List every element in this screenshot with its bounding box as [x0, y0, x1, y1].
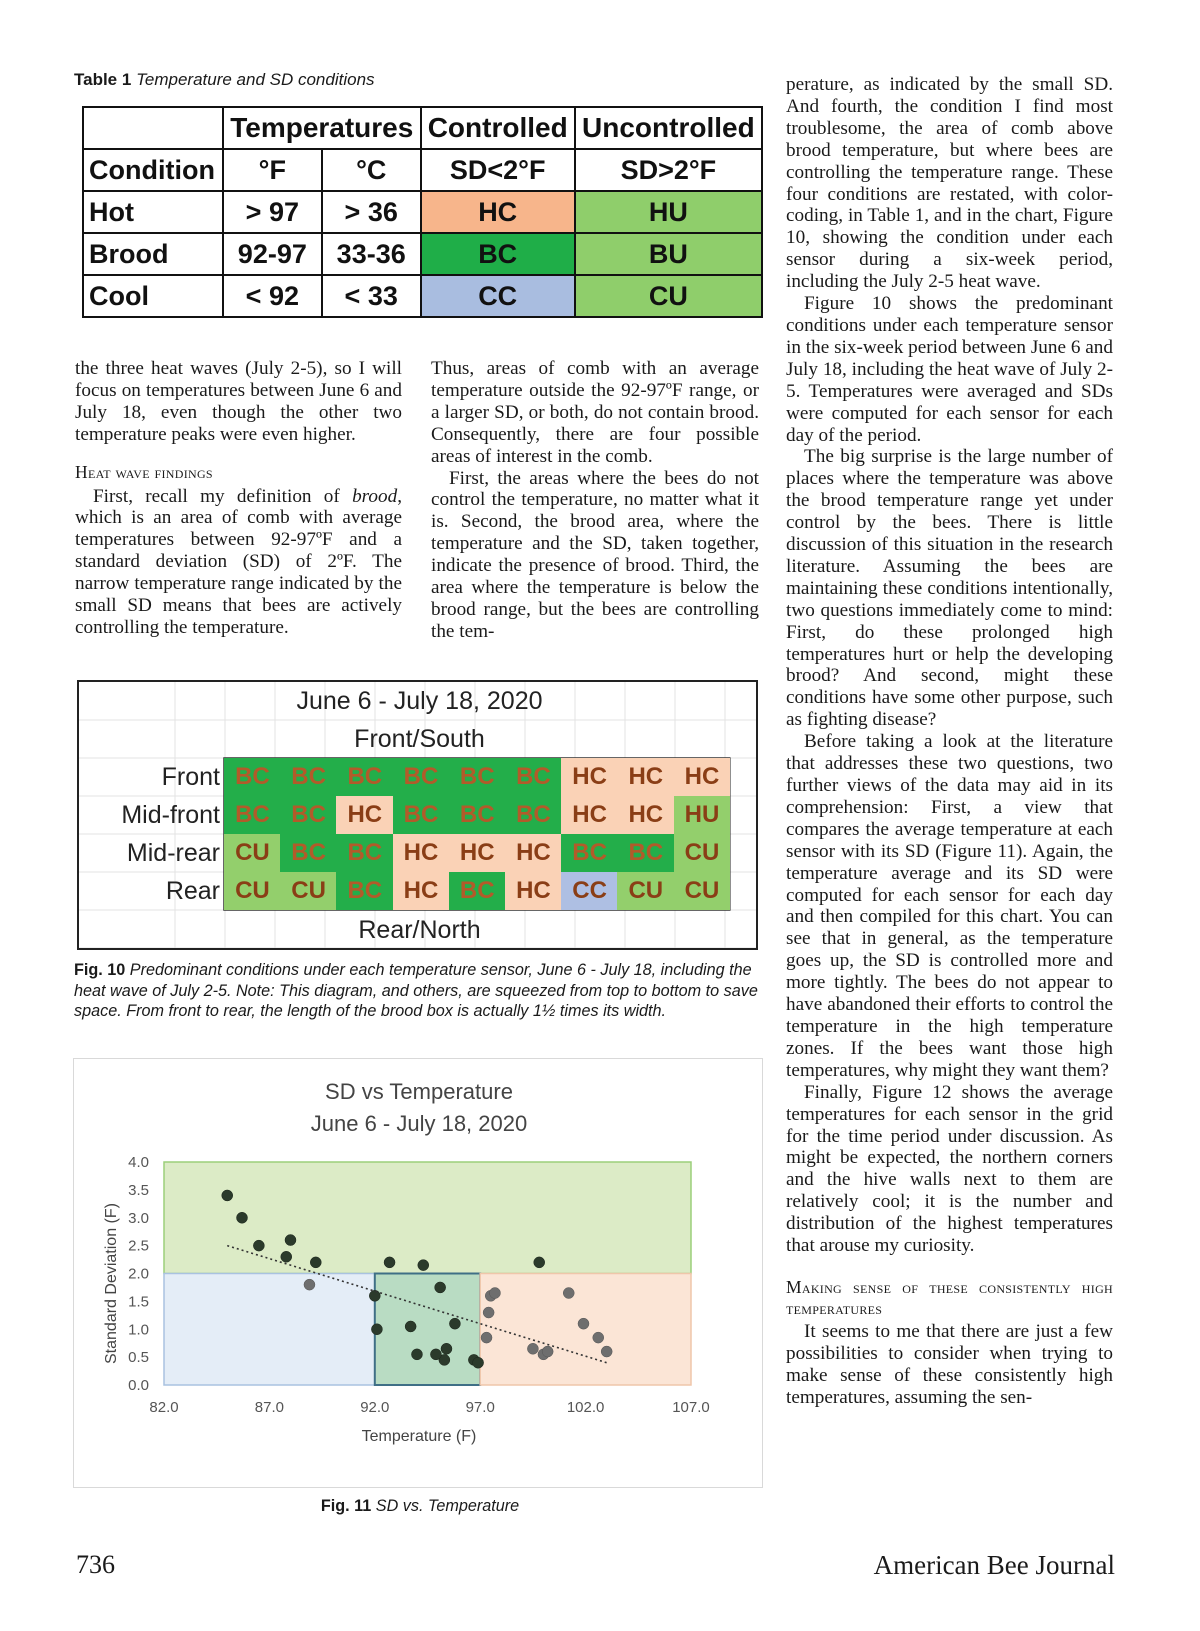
y-tick-label: 1.0 — [128, 1321, 149, 1339]
paragraph: Thus, areas of comb with an average temperature outside the 92-97ºF range, or a larger SD, or both, do not contain brood. Consequently, there are four possible areas of interest in the comb. — [431, 358, 759, 467]
data-point — [601, 1346, 612, 1357]
table-cell-code: CC — [421, 275, 575, 317]
y-tick-label: 3.0 — [128, 1209, 149, 1227]
paragraph: First, the areas where the bees do not control the temperature, no matter what it is. Second, the brood area, where the temperature and the SD, taken together, indicate the presence of brood. Third, the area where the temperature is below the brood range, but the bees are controlling the tem- — [431, 467, 759, 642]
journal-name: American Bee Journal — [873, 1550, 1115, 1580]
x-tick-label: 102.0 — [566, 1399, 605, 1416]
data-point — [481, 1332, 492, 1343]
paragraph: It seems to me that there are just a few possibilities to consider when trying to make sense of these consistently high temperatures, assuming the sen- — [786, 1320, 1113, 1408]
data-point — [405, 1321, 416, 1332]
data-point — [371, 1324, 382, 1335]
sensor-cell: BC — [280, 834, 337, 872]
table-row — [83, 275, 762, 317]
sensor-cell: HU — [674, 796, 731, 834]
sensor-cell: BC — [561, 834, 618, 872]
chart-subtitle: June 6 - July 18, 2020 — [310, 1111, 528, 1136]
sensor-cell: HC — [617, 758, 674, 796]
table-header-row-1 — [83, 107, 762, 149]
data-point — [563, 1288, 574, 1299]
data-point — [304, 1279, 315, 1290]
text-column-2 — [431, 358, 759, 643]
x-tick-label: 107.0 — [672, 1399, 710, 1416]
sensor-cell: BC — [449, 796, 506, 834]
data-point — [542, 1346, 553, 1357]
sensor-cell: HC — [561, 796, 618, 834]
table-row — [83, 191, 762, 233]
sensor-cell: CU — [674, 872, 731, 910]
text-column-3 — [786, 74, 1113, 1409]
y-axis-label: Standard Deviation (F) — [103, 1203, 120, 1364]
data-point — [369, 1290, 380, 1301]
region-brood-controlled — [375, 1274, 480, 1386]
sensor-cell: BC — [336, 834, 393, 872]
grid-top-label: Front/South — [354, 724, 485, 753]
sensor-cell: CU — [280, 872, 337, 910]
data-point — [473, 1357, 484, 1368]
table-cell: > 97 — [223, 191, 322, 233]
fig10-caption — [74, 960, 762, 1022]
grid-row-label: Mid-front — [121, 800, 220, 829]
data-point — [285, 1235, 296, 1246]
section-heading: Heat wave findings — [75, 461, 213, 482]
grid-row-label: Rear — [165, 876, 220, 905]
table-cell-code: BU — [575, 233, 762, 275]
sensor-cell: BC — [617, 834, 674, 872]
fig10-caption-text: Predominant conditions under each temperature sensor, June 6 - July 18, including the heat wave of July 2-5. Note: This diagram, and others, are squeezed from top to bottom to save space. From front to rear, the length of the brood box is actually 1½ times its width. — [74, 961, 758, 1020]
chart-title: SD vs Temperature — [325, 1079, 513, 1104]
sensor-cell: BC — [393, 758, 450, 796]
table-cell-code: HC — [421, 191, 575, 233]
data-point — [527, 1343, 538, 1354]
table-cell: < 92 — [223, 275, 322, 317]
y-tick-label: 3.5 — [128, 1181, 149, 1199]
fig11-caption-text: SD vs. Temperature — [375, 1497, 520, 1515]
table-cell-code: HU — [575, 191, 762, 233]
paragraph-text: , which is an area of comb with average temperatures between 92-97ºF and a standard deviation (SD) of 2ºF. The narrow temperature range indicated by the small SD means that bees are actively controlling the temperature. — [75, 485, 402, 638]
grid-title: June 6 - July 18, 2020 — [296, 686, 543, 715]
data-point — [418, 1260, 429, 1271]
paragraph-emphasis: brood — [352, 485, 398, 507]
sensor-cell: CU — [617, 872, 674, 910]
x-tick-label: 87.0 — [254, 1399, 285, 1416]
table-header-cell: Temperatures — [223, 107, 421, 149]
table-header-cell: Controlled — [421, 107, 575, 149]
y-tick-label: 4.0 — [128, 1154, 149, 1171]
data-point — [430, 1349, 441, 1360]
sensor-cell: BC — [224, 796, 281, 834]
paragraph: Finally, Figure 12 shows the average temperatures for each sensor in the grid for the time period under discussion. As might be expected, the northern corners and the hive walls next to them are relatively cool; it is the number and distribution of the highest temperatures that arouse my curiosity. — [786, 1081, 1113, 1257]
data-point — [449, 1318, 460, 1329]
data-point — [236, 1212, 247, 1223]
sensor-condition-grid — [77, 680, 758, 950]
x-axis-label: Temperature (F) — [361, 1428, 477, 1445]
table-header-cell: Uncontrolled — [575, 107, 762, 149]
table-cell: < 33 — [322, 275, 421, 317]
page-number: 736 — [76, 1550, 115, 1579]
sensor-cell: CU — [674, 834, 731, 872]
paragraph: the three heat waves (July 2-5), so I will focus on temperatures between June 6 and July 18, even though the other two temperature peaks were even higher. — [75, 358, 402, 445]
y-tick-label: 0.0 — [128, 1377, 149, 1394]
data-point — [310, 1257, 321, 1268]
data-point — [593, 1332, 604, 1343]
data-point — [411, 1349, 422, 1360]
table1-caption-label: Table 1 — [74, 70, 132, 89]
table-header-cell: °F — [223, 149, 322, 191]
data-point — [483, 1307, 494, 1318]
table-cell: Hot — [83, 191, 223, 233]
data-point — [222, 1190, 233, 1201]
sensor-cell: BC — [449, 872, 506, 910]
data-point — [435, 1282, 446, 1293]
x-tick-label: 82.0 — [149, 1399, 179, 1416]
sensor-cell: HC — [561, 758, 618, 796]
table1-caption-text: Temperature and SD conditions — [136, 70, 375, 89]
sensor-cell: CU — [224, 834, 281, 872]
data-point — [441, 1343, 452, 1354]
table-cell: 33-36 — [322, 233, 421, 275]
data-point — [578, 1318, 589, 1329]
grid-row-label: Front — [161, 762, 220, 791]
grid-bottom-label: Rear/North — [358, 915, 481, 944]
paragraph-text: First, recall my definition of — [93, 485, 353, 507]
grid-row-label: Mid-rear — [126, 838, 220, 867]
sensor-cell: BC — [449, 758, 506, 796]
table-cell-code: CU — [575, 275, 762, 317]
x-tick-label: 97.0 — [465, 1399, 495, 1416]
sensor-cell: HC — [393, 872, 450, 910]
y-tick-label: 2.5 — [128, 1237, 149, 1255]
fig11-caption — [0, 1496, 840, 1517]
text-column-1 — [75, 358, 402, 639]
sensor-cell: BC — [505, 796, 562, 834]
y-tick-label: 1.5 — [128, 1293, 149, 1311]
sensor-cell: CU — [224, 872, 281, 910]
data-point — [534, 1257, 545, 1268]
table1-caption — [74, 70, 375, 91]
paragraph — [75, 486, 402, 639]
sensor-cell: BC — [393, 796, 450, 834]
sensor-cell: BC — [336, 758, 393, 796]
table-cell: 92-97 — [223, 233, 322, 275]
sensor-cell: BC — [224, 758, 281, 796]
sensor-cell: HC — [674, 758, 731, 796]
sensor-cell: BC — [280, 796, 337, 834]
data-point — [489, 1288, 500, 1299]
sensor-cell: HC — [393, 834, 450, 872]
y-tick-label: 0.5 — [128, 1349, 149, 1367]
scatter-chart — [74, 1059, 764, 1489]
y-tick-label: 2.0 — [128, 1265, 149, 1283]
table-cell: Cool — [83, 275, 223, 317]
sensor-cell: HC — [449, 834, 506, 872]
sensor-cell: BC — [336, 872, 393, 910]
sensor-cell: HC — [617, 796, 674, 834]
sensor-cell: CC — [561, 872, 618, 910]
region-cool-controlled — [164, 1274, 375, 1386]
paragraph: perature, as indicated by the small SD. And fourth, the condition I find most troublesome, the area of comb above brood temperature, but where bees are controlling the temperature range. These four conditions are restated, with color-coding, in Table 1, and in the chart, Figure 10, showing the condition under each sensor during a six-week period, including the July 2-5 heat wave. — [786, 74, 1113, 293]
data-point — [253, 1240, 264, 1251]
sensor-cell: BC — [280, 758, 337, 796]
table-header-cell: °C — [322, 149, 421, 191]
sensor-cell: BC — [505, 758, 562, 796]
data-point — [281, 1251, 292, 1262]
x-tick-label: 92.0 — [360, 1399, 390, 1416]
table-cell-code: BC — [421, 233, 575, 275]
paragraph: Figure 10 shows the predominant conditions under each temperature sensor in the six-week period between June 6 and July 18, including the heat wave of July 2-5. Temperatures were averaged and SDs were computed for each sensor for each day of the period. — [786, 293, 1113, 446]
conditions-table — [82, 106, 763, 318]
table-header-cell: SD>2°F — [575, 149, 762, 191]
table-header-cell: SD<2°F — [421, 149, 575, 191]
table-header-row-2 — [83, 149, 762, 191]
paragraph: The big surprise is the large number of places where the temperature was above the brood temperature range yet under control by the bees. There is little discussion of this situation in the research literature. Assuming the bees are maintaining these conditions intentionally, two questions immediately come to mind: First, do these prolonged high temperatures hurt or help the developing brood? And second, might these conditions have some other purpose, such as fighting disease? — [786, 446, 1113, 731]
region-hot-controlled — [480, 1274, 691, 1386]
scatter-chart-frame — [73, 1058, 763, 1488]
fig10-caption-label: Fig. 10 — [74, 961, 126, 979]
table-header-cell — [83, 107, 223, 149]
table-header-cell: Condition — [83, 149, 223, 191]
data-point — [384, 1257, 395, 1268]
sensor-cell: HC — [505, 834, 562, 872]
table-cell: Brood — [83, 233, 223, 275]
sensor-cell: HC — [336, 796, 393, 834]
section-heading: Making sense of these consistently high temperatures — [786, 1276, 1113, 1318]
paragraph: Before taking a look at the literature that addresses these two questions, two further views of the data may aid in its comprehension: First, a view that compares the average temperature at each sensor with its SD (Figure 11). Again, the temperature average and its SD were computed for each sensor for each day and then compiled for this chart. You can see that in general, as the temperature goes up, the SD is controlled more and more tightly. The bees do not appear to have abandoned their efforts to control the temperature in the high temperature zones. If the bees want those high temperatures, why might they want them? — [786, 731, 1113, 1081]
fig11-caption-label: Fig. 11 — [320, 1497, 372, 1515]
table-cell: > 36 — [322, 191, 421, 233]
table-row — [83, 233, 762, 275]
sensor-cell: HC — [505, 872, 562, 910]
